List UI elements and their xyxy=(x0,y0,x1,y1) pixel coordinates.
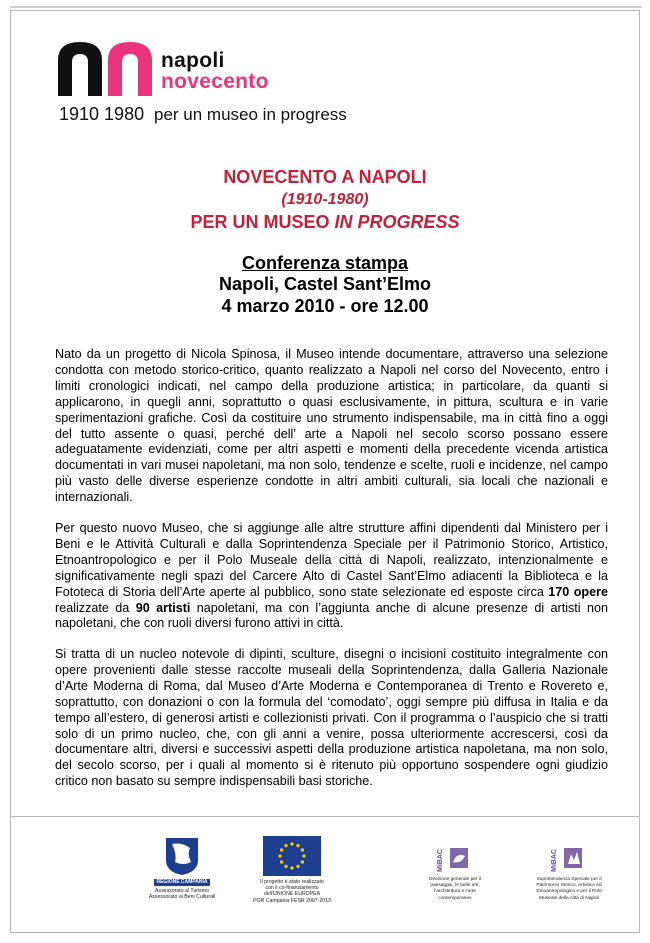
mibac-logo-icon xyxy=(439,842,471,874)
eu-line-2: con il co-finanziamento xyxy=(265,885,319,892)
p2-works-count: 170 opere xyxy=(548,584,608,599)
logo-novecento: novecento xyxy=(161,70,269,93)
eu-line-3: dell’UNIONE EUROPEA xyxy=(263,891,321,898)
eu-flag-icon xyxy=(263,836,321,876)
title-line-3-prefix: PER UN MUSEO xyxy=(190,212,335,232)
top-rule xyxy=(10,6,642,8)
campania-line-1: Assessorato al Turismo xyxy=(155,888,209,894)
eu-block xyxy=(232,836,352,904)
title-line-2: (1910-1980) xyxy=(281,191,369,208)
mibac-letters-1: MiBAC xyxy=(437,849,444,872)
nn-logo-icon xyxy=(58,42,154,96)
mibac-soprintendenza-text: Soprintendenza Speciale per il Patrimonio Storico, Artistico ed Etnoantropologico e per il Polo Museale della città di Napoli xyxy=(536,877,602,901)
footer-rule xyxy=(10,816,640,817)
p2-artists-count: 90 artisti xyxy=(135,600,191,615)
logo-years: 1910 1980 xyxy=(59,104,145,124)
campania-label: REGIONE CAMPANIA xyxy=(154,879,210,886)
regione-campania-block xyxy=(132,836,232,900)
body-paragraph-1: Nato da un progetto di Nicola Spinosa, il Museo intende documentare, attraverso una selezione condotta con metodo storico-critico, quanto realizzato a Napoli nel corso del Novecento, entro i limiti cronologici indicati, nel campo della produzione artistica; in particolare, da quanti si applicarono, in quegli anni, soprattutto o quasi esclusivamente, in pittura, scultura e in varie sperimentazioni grafiche. Così da costituire uno strumento indispensabile, ma in città fino a oggi del tutto assente o quasi, perché dell’ arte a Napoli nel secolo scorso possano essere adeguatamente evidenziati, come per altri aspetti e momenti della precedente vicenda artistica documentati in vari musei napoletani, ma non solo, tendenze e scelte, ruoli e incidenze, nel campo più vasto delle diverse esperienze condotte in altri ambiti culturali, sia locali che nazionali e internazionali. xyxy=(55,347,608,505)
p2-part-a: Per questo nuovo Museo, che si aggiunge alle altre strutture affini dipendenti dal Ministero per i Beni e le Attività Culturali e dalla Soprintendenza Speciale per il Patrimonio Storico, Artistico, Etnoantropologico e per il Polo Museale della città di Napoli, realizzato, intenzionalmente e significativamente negli spazi del Carcere Alto di Castel Sant’Elmo adiacenti la Biblioteca e la Fototeca di Storia dell’Arte aperte al pubblico, sono state selezionate ed esposte circa xyxy=(55,521,608,599)
campania-line-2: Assessorato ai Beni Culturali xyxy=(148,894,216,901)
mibac-letters-2: MiBAC xyxy=(551,849,558,872)
p2-part-c: napoletani, ma con l’aggiunta anche di alcune presenze di artisti non napoletani, che con ruoli diversi furono attivi in città. xyxy=(55,600,609,631)
body-paragraph-3: Si tratta di un nucleo notevole di dipinti, sculture, disegni o incisioni costituito integralmente con opere provenienti dalle stesse raccolte museali della Soprintendenza, dalla Galleria Nazionale d’Arte Moderna di Roma, dal Museo d’Arte Moderna e Contemporanea di Trento e Rovereto e, soprattutto, con donazioni o con la formula del ‘comodato’, oggi sempre più diffusa in Italia e da tempo all’estero, di generosi artisti e collezionisti privati. Con il programma o l’auspicio che si tratti solo di un primo nucleo, che, con gli anni a venire, possa ulteriormente accrescersi, così da documentare altri, diversi e successivi aspetti della produzione artistica napoletana, ma non solo, del secolo scorso, per i quali al momento si è ritenuto più opportuno sospendere ogni giudizio critico non basato su sempre indispensabili basi storiche. xyxy=(55,647,608,789)
mibac-direzione-block xyxy=(420,842,490,902)
mibac-soprintendenza-logo-icon xyxy=(553,842,585,874)
logo-tagline: per un museo in progress xyxy=(154,105,347,124)
title-line-3-italic: IN PROGRESS xyxy=(334,212,460,232)
event-date-time: 4 marzo 2010 - ore 12.00 xyxy=(221,296,429,316)
mibac-direzione-text: Direzione generale per il paesaggio, le belle arti, l’architettura e l’arte contemporanee xyxy=(429,877,481,901)
body-paragraph-2 xyxy=(55,521,608,632)
event-title: Conferenza stampa xyxy=(241,253,409,273)
mibac-soprintendenza-block xyxy=(527,842,611,902)
eu-line-1: Il progetto è stato realizzato xyxy=(260,879,324,885)
title-line-1: NOVECENTO A NAPOLI xyxy=(223,167,427,187)
title-line-3 xyxy=(0,211,650,233)
event-location: Napoli, Castel Sant’Elmo xyxy=(218,274,432,294)
logo-napoli: napoli xyxy=(161,49,225,72)
eu-line-4: POR Campania FESR 2007-2013 xyxy=(253,897,331,904)
p2-part-b: realizzate da xyxy=(55,600,136,615)
campania-crest-icon xyxy=(163,836,201,876)
